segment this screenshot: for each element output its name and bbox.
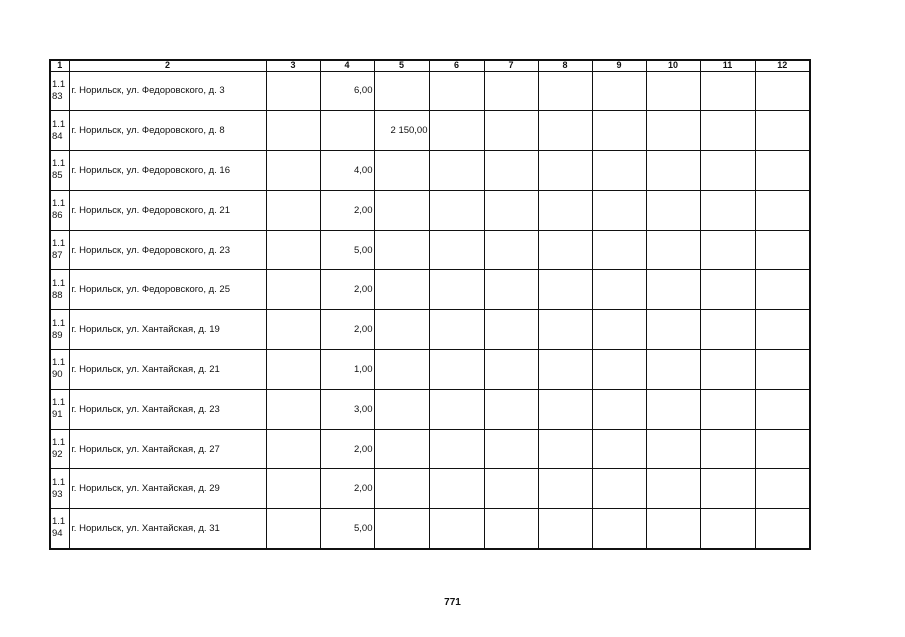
column-4-cell: 3,00 bbox=[320, 389, 374, 429]
column-12-cell bbox=[755, 151, 810, 191]
column-11-cell bbox=[700, 350, 755, 390]
row-number-suffix: 88 bbox=[52, 289, 63, 301]
column-header-5: 5 bbox=[374, 60, 429, 71]
table-row bbox=[50, 270, 810, 310]
column-header-9: 9 bbox=[592, 60, 646, 71]
row-number-suffix: 83 bbox=[52, 90, 63, 102]
table-row bbox=[50, 71, 810, 111]
column-header-4: 4 bbox=[320, 60, 374, 71]
page-number: 771 bbox=[444, 597, 461, 608]
column-7-cell bbox=[484, 469, 538, 509]
row-number-cell bbox=[50, 469, 69, 509]
column-8-cell bbox=[538, 111, 592, 151]
column-10-cell bbox=[646, 71, 700, 111]
column-12-cell bbox=[755, 389, 810, 429]
column-10-cell bbox=[646, 509, 700, 549]
address-cell: г. Норильск, ул. Федоровского, д. 16 bbox=[69, 151, 266, 191]
row-number-cell bbox=[50, 111, 69, 151]
table-row bbox=[50, 429, 810, 469]
column-header-10: 10 bbox=[646, 60, 700, 71]
column-11-cell bbox=[700, 469, 755, 509]
column-4-cell: 4,00 bbox=[320, 151, 374, 191]
column-3-cell bbox=[266, 151, 320, 191]
column-12-cell bbox=[755, 71, 810, 111]
column-10-cell bbox=[646, 310, 700, 350]
column-6-cell bbox=[429, 469, 484, 509]
column-10-cell bbox=[646, 389, 700, 429]
column-3-cell bbox=[266, 270, 320, 310]
column-8-cell bbox=[538, 350, 592, 390]
column-9-cell bbox=[592, 350, 646, 390]
column-11-cell bbox=[700, 230, 755, 270]
address-cell: г. Норильск, ул. Хантайская, д. 23 bbox=[69, 389, 266, 429]
header-row bbox=[50, 60, 810, 71]
row-number-prefix: 1.1 bbox=[52, 277, 66, 289]
column-11-cell bbox=[700, 270, 755, 310]
column-header-3: 3 bbox=[266, 60, 320, 71]
column-8-cell bbox=[538, 389, 592, 429]
table-body bbox=[50, 71, 810, 549]
column-4-cell: 2,00 bbox=[320, 310, 374, 350]
column-7-cell bbox=[484, 151, 538, 191]
column-12-cell bbox=[755, 270, 810, 310]
row-number-suffix: 91 bbox=[52, 409, 63, 421]
row-number-cell bbox=[50, 509, 69, 549]
column-8-cell bbox=[538, 509, 592, 549]
table-row bbox=[50, 469, 810, 509]
row-number-prefix: 1.1 bbox=[52, 198, 66, 210]
column-8-cell bbox=[538, 469, 592, 509]
column-8-cell bbox=[538, 310, 592, 350]
address-cell: г. Норильск, ул. Хантайская, д. 21 bbox=[69, 350, 266, 390]
column-11-cell bbox=[700, 190, 755, 230]
row-number-suffix: 93 bbox=[52, 488, 63, 500]
column-9-cell bbox=[592, 190, 646, 230]
table-row bbox=[50, 190, 810, 230]
column-9-cell bbox=[592, 230, 646, 270]
column-5-cell bbox=[374, 469, 429, 509]
column-12-cell bbox=[755, 429, 810, 469]
row-number-suffix: 86 bbox=[52, 210, 63, 222]
column-8-cell bbox=[538, 190, 592, 230]
column-7-cell bbox=[484, 270, 538, 310]
row-number-suffix: 85 bbox=[52, 170, 63, 182]
address-cell: г. Норильск, ул. Хантайская, д. 19 bbox=[69, 310, 266, 350]
column-4-cell: 2,00 bbox=[320, 190, 374, 230]
column-12-cell bbox=[755, 230, 810, 270]
column-12-cell bbox=[755, 190, 810, 230]
column-12-cell bbox=[755, 350, 810, 390]
address-cell: г. Норильск, ул. Федоровского, д. 23 bbox=[69, 230, 266, 270]
row-number-prefix: 1.1 bbox=[52, 397, 66, 409]
column-4-cell: 5,00 bbox=[320, 230, 374, 270]
column-11-cell bbox=[700, 71, 755, 111]
column-9-cell bbox=[592, 71, 646, 111]
column-6-cell bbox=[429, 350, 484, 390]
column-12-cell bbox=[755, 310, 810, 350]
row-number-prefix: 1.1 bbox=[52, 357, 66, 369]
row-number-prefix: 1.1 bbox=[52, 317, 66, 329]
table-row bbox=[50, 230, 810, 270]
row-number-prefix: 1.1 bbox=[52, 437, 66, 449]
row-number-prefix: 1.1 bbox=[52, 238, 66, 250]
column-5-cell bbox=[374, 429, 429, 469]
column-7-cell bbox=[484, 230, 538, 270]
column-3-cell bbox=[266, 71, 320, 111]
column-7-cell bbox=[484, 71, 538, 111]
column-3-cell bbox=[266, 469, 320, 509]
column-8-cell bbox=[538, 270, 592, 310]
column-7-cell bbox=[484, 350, 538, 390]
column-header-1: 1 bbox=[50, 60, 69, 71]
column-9-cell bbox=[592, 469, 646, 509]
column-3-cell bbox=[266, 111, 320, 151]
address-cell: г. Норильск, ул. Хантайская, д. 31 bbox=[69, 509, 266, 549]
column-6-cell bbox=[429, 151, 484, 191]
row-number-suffix: 92 bbox=[52, 449, 63, 461]
column-10-cell bbox=[646, 429, 700, 469]
column-4-cell bbox=[320, 111, 374, 151]
address-cell: г. Норильск, ул. Федоровского, д. 3 bbox=[69, 71, 266, 111]
column-3-cell bbox=[266, 509, 320, 549]
row-number-cell bbox=[50, 190, 69, 230]
row-number-suffix: 94 bbox=[52, 528, 63, 540]
column-7-cell bbox=[484, 310, 538, 350]
column-10-cell bbox=[646, 230, 700, 270]
column-3-cell bbox=[266, 310, 320, 350]
column-12-cell bbox=[755, 111, 810, 151]
column-4-cell: 2,00 bbox=[320, 469, 374, 509]
column-10-cell bbox=[646, 190, 700, 230]
column-9-cell bbox=[592, 509, 646, 549]
row-number-prefix: 1.1 bbox=[52, 78, 66, 90]
column-6-cell bbox=[429, 71, 484, 111]
column-3-cell bbox=[266, 389, 320, 429]
column-6-cell bbox=[429, 310, 484, 350]
column-5-cell bbox=[374, 190, 429, 230]
column-10-cell bbox=[646, 270, 700, 310]
address-cell: г. Норильск, ул. Хантайская, д. 29 bbox=[69, 469, 266, 509]
column-header-12: 12 bbox=[755, 60, 810, 71]
column-3-cell bbox=[266, 190, 320, 230]
column-11-cell bbox=[700, 111, 755, 151]
address-cell: г. Норильск, ул. Хантайская, д. 27 bbox=[69, 429, 266, 469]
column-11-cell bbox=[700, 509, 755, 549]
column-9-cell bbox=[592, 270, 646, 310]
column-5-cell bbox=[374, 350, 429, 390]
column-9-cell bbox=[592, 111, 646, 151]
column-4-cell: 2,00 bbox=[320, 270, 374, 310]
column-11-cell bbox=[700, 151, 755, 191]
column-7-cell bbox=[484, 190, 538, 230]
column-header-6: 6 bbox=[429, 60, 484, 71]
column-5-cell: 2 150,00 bbox=[374, 111, 429, 151]
column-8-cell bbox=[538, 429, 592, 469]
column-10-cell bbox=[646, 350, 700, 390]
row-number-suffix: 87 bbox=[52, 250, 63, 262]
column-8-cell bbox=[538, 151, 592, 191]
column-header-2: 2 bbox=[69, 60, 266, 71]
row-number-suffix: 89 bbox=[52, 329, 63, 341]
column-6-cell bbox=[429, 509, 484, 549]
row-number-cell bbox=[50, 270, 69, 310]
row-number-prefix: 1.1 bbox=[52, 158, 66, 170]
table-row bbox=[50, 310, 810, 350]
table-row bbox=[50, 111, 810, 151]
column-5-cell bbox=[374, 310, 429, 350]
row-number-cell bbox=[50, 350, 69, 390]
column-9-cell bbox=[592, 389, 646, 429]
row-number-cell bbox=[50, 429, 69, 469]
column-5-cell bbox=[374, 71, 429, 111]
row-number-cell bbox=[50, 389, 69, 429]
row-number-prefix: 1.1 bbox=[52, 476, 66, 488]
column-5-cell bbox=[374, 389, 429, 429]
table-row bbox=[50, 350, 810, 390]
column-6-cell bbox=[429, 111, 484, 151]
table-row bbox=[50, 389, 810, 429]
column-8-cell bbox=[538, 71, 592, 111]
data-table bbox=[49, 59, 811, 550]
column-header-11: 11 bbox=[700, 60, 755, 71]
column-12-cell bbox=[755, 509, 810, 549]
row-number-cell bbox=[50, 230, 69, 270]
table-row bbox=[50, 151, 810, 191]
address-cell: г. Норильск, ул. Федоровского, д. 8 bbox=[69, 111, 266, 151]
column-5-cell bbox=[374, 509, 429, 549]
column-7-cell bbox=[484, 429, 538, 469]
column-6-cell bbox=[429, 270, 484, 310]
column-4-cell: 5,00 bbox=[320, 509, 374, 549]
column-9-cell bbox=[592, 310, 646, 350]
column-5-cell bbox=[374, 270, 429, 310]
column-7-cell bbox=[484, 389, 538, 429]
row-number-prefix: 1.1 bbox=[52, 516, 66, 528]
row-number-prefix: 1.1 bbox=[52, 118, 66, 130]
row-number-cell bbox=[50, 71, 69, 111]
column-3-cell bbox=[266, 429, 320, 469]
column-11-cell bbox=[700, 310, 755, 350]
row-number-suffix: 84 bbox=[52, 130, 63, 142]
column-8-cell bbox=[538, 230, 592, 270]
address-cell: г. Норильск, ул. Федоровского, д. 25 bbox=[69, 270, 266, 310]
column-10-cell bbox=[646, 469, 700, 509]
column-6-cell bbox=[429, 389, 484, 429]
column-9-cell bbox=[592, 151, 646, 191]
column-4-cell: 2,00 bbox=[320, 429, 374, 469]
row-number-cell bbox=[50, 151, 69, 191]
column-5-cell bbox=[374, 151, 429, 191]
column-3-cell bbox=[266, 350, 320, 390]
address-cell: г. Норильск, ул. Федоровского, д. 21 bbox=[69, 190, 266, 230]
column-4-cell: 6,00 bbox=[320, 71, 374, 111]
column-9-cell bbox=[592, 429, 646, 469]
column-7-cell bbox=[484, 509, 538, 549]
column-6-cell bbox=[429, 429, 484, 469]
column-11-cell bbox=[700, 429, 755, 469]
column-3-cell bbox=[266, 230, 320, 270]
column-10-cell bbox=[646, 151, 700, 191]
row-number-suffix: 90 bbox=[52, 369, 63, 381]
column-5-cell bbox=[374, 230, 429, 270]
row-number-cell bbox=[50, 310, 69, 350]
column-4-cell: 1,00 bbox=[320, 350, 374, 390]
table-row bbox=[50, 509, 810, 549]
column-11-cell bbox=[700, 389, 755, 429]
column-6-cell bbox=[429, 230, 484, 270]
column-7-cell bbox=[484, 111, 538, 151]
column-header-7: 7 bbox=[484, 60, 538, 71]
column-header-8: 8 bbox=[538, 60, 592, 71]
column-12-cell bbox=[755, 469, 810, 509]
column-6-cell bbox=[429, 190, 484, 230]
column-10-cell bbox=[646, 111, 700, 151]
